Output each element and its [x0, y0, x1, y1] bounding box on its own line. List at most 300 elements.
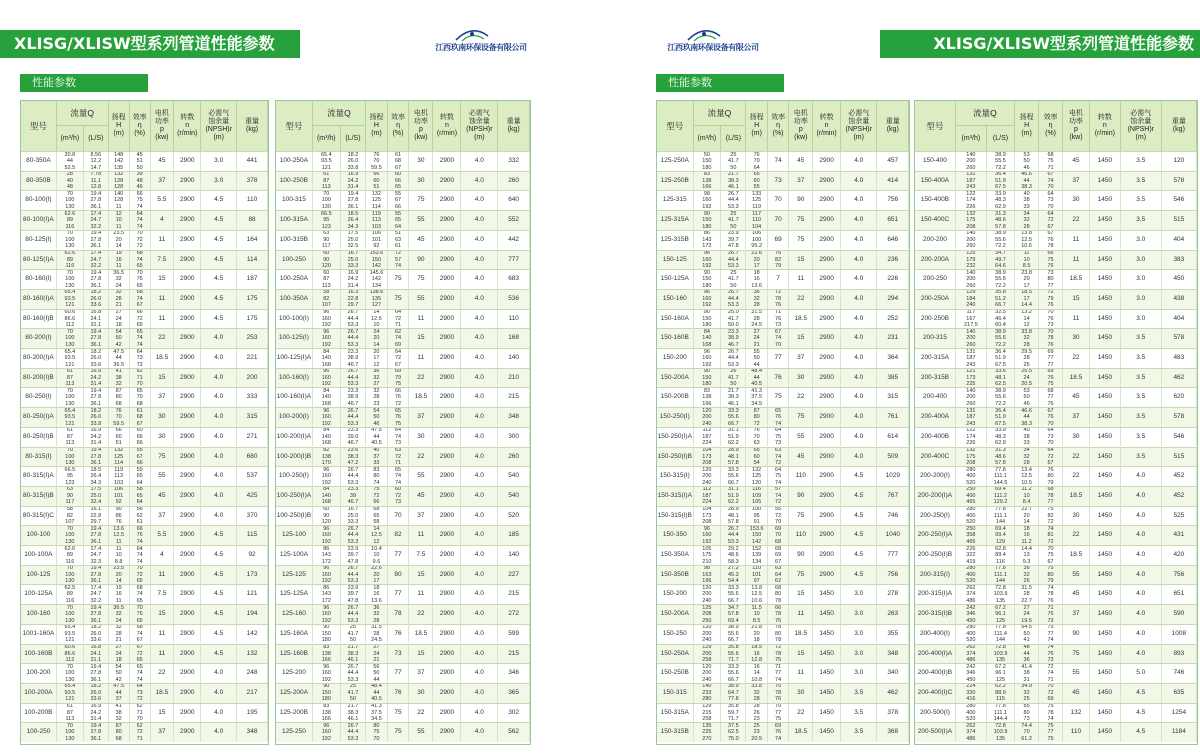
table-row: [657, 171, 909, 191]
table-row: [915, 584, 1197, 604]
model-cell: 100-250A: [276, 152, 313, 171]
power-cell: 45: [409, 231, 433, 250]
eff-cell: 64 74 74: [130, 211, 151, 230]
npsh-cell: 4.0: [201, 408, 237, 427]
table-row: [276, 190, 530, 210]
flow-ls-cell: 16.7 25.0 33.3: [341, 507, 366, 526]
power-cell: 15: [789, 251, 813, 270]
npsh-cell: 4.0: [461, 664, 498, 683]
speed-cell: 1450: [813, 645, 841, 664]
eff-cell: 74 76 73: [1039, 645, 1063, 664]
table-row: [21, 368, 268, 388]
table-row: [276, 269, 530, 289]
model-cell: 80-350B: [21, 172, 57, 191]
power-cell: 11: [151, 310, 174, 329]
npsh-cell: 4.0: [461, 704, 498, 723]
weight-cell: 515: [1162, 448, 1197, 467]
npsh-cell: 4.0: [841, 349, 878, 368]
eff-cell: 69 77 77: [1039, 349, 1063, 368]
flow-m3h-cell: 104 173 208: [694, 507, 722, 526]
section-tab: 性能参数: [656, 74, 784, 92]
speed-cell: 2900: [433, 231, 461, 250]
eff-cell: 69 70 68: [768, 526, 789, 545]
model-cell: 80-200(I)A: [21, 349, 57, 368]
flow-ls-cell: 21.7 38.3 46.1: [341, 704, 366, 723]
npsh-cell: 4.5: [201, 546, 237, 565]
flow-ls-cell: 26.7 44.4 53.3: [341, 310, 366, 329]
flow-m3h-cell: 84 140 168: [313, 388, 341, 407]
head-cell: 36 32 27: [366, 369, 388, 388]
head-cell: 76 70 64: [746, 152, 767, 171]
header-flow: 流量Q: [57, 101, 109, 126]
weight-cell: 462: [878, 684, 910, 703]
table-row: [915, 466, 1197, 486]
flow-ls-cell: 21.7 38.3 46.1: [341, 645, 366, 664]
head-cell: 47.5 44 36.5: [109, 349, 130, 368]
eff-cell: 68 74 65: [130, 585, 151, 604]
flow-m3h-cell: 60.6 86.6 112: [57, 310, 84, 329]
flow-m3h-cell: 98 160 192: [694, 191, 722, 210]
flow-ls-cell: 19.4 27.8 36.1: [84, 191, 109, 210]
eff-cell: 74 78 76: [1039, 585, 1063, 604]
eff-cell: 70: [768, 191, 789, 210]
header-head: 扬程 H (m): [366, 101, 388, 151]
npsh-cell: 4.0: [201, 664, 237, 683]
head-cell: 31.5 28 22.7: [1015, 585, 1039, 604]
eff-cell: 69 76 74: [768, 723, 789, 742]
npsh-cell: 4.0: [461, 172, 498, 191]
model-cell: 150-125A: [657, 270, 694, 289]
flow-m3h-cell: 63 90 117: [313, 231, 341, 250]
flow-m3h-cell: 125 179 232: [956, 251, 987, 270]
model-cell: 80-160(I)A: [21, 290, 57, 309]
model-cell: 150-250(I)A: [657, 428, 694, 447]
npsh-cell: 4.0: [201, 388, 237, 407]
head-cell: 11.5 10 8.5: [746, 605, 767, 624]
model-cell: 80-100(I)A: [21, 211, 57, 230]
power-cell: 4: [151, 546, 174, 565]
weight-cell: 462: [1162, 369, 1197, 388]
head-cell: 36.5 32 24: [109, 605, 130, 624]
table-row: [21, 171, 268, 191]
flow-ls-cell: 16.3 22.8 29.7: [341, 290, 366, 309]
model-cell: 125-200A: [276, 684, 313, 703]
table-row: [21, 506, 268, 526]
eff-cell: 56 62 61: [130, 507, 151, 526]
head-cell: 22.6 20 17: [746, 251, 767, 270]
eff-cell: 72 57 74: [388, 251, 410, 270]
head-cell: 46.6 44 38.3: [1015, 408, 1039, 427]
power-cell: 15: [789, 645, 813, 664]
eff-cell: 76: [388, 684, 410, 703]
weight-cell: 893: [1162, 645, 1197, 664]
power-cell: 18.5: [789, 723, 813, 742]
weight-cell: 221: [237, 349, 268, 368]
eff-cell: 63 72 71: [388, 448, 410, 467]
model-cell: 200-500(I)A: [915, 723, 956, 742]
header-eff: 效率 η (%): [768, 101, 789, 151]
flow-m3h-cell: 280 400 520: [956, 467, 987, 486]
model-cell: 200-200(I): [915, 467, 956, 486]
weight-cell: 333: [237, 388, 268, 407]
npsh-cell: 4.0: [461, 723, 498, 742]
power-cell: 90: [789, 191, 813, 210]
model-cell: 100-200A: [21, 684, 57, 703]
speed-cell: 1450: [813, 625, 841, 644]
npsh-cell: 4.0: [1121, 507, 1162, 526]
model-cell: 100-250: [21, 723, 57, 742]
power-cell: 11: [789, 605, 813, 624]
weight-cell: 441: [237, 152, 268, 171]
table-row: [915, 447, 1197, 467]
power-cell: 75: [789, 408, 813, 427]
head-cell: 116 109 105: [746, 487, 767, 506]
model-cell: 80-315(I)C: [21, 507, 57, 526]
weight-cell: 140: [498, 546, 530, 565]
power-cell: 110: [789, 526, 813, 545]
model-cell: 200-250B: [915, 310, 956, 329]
table-row: [915, 230, 1197, 250]
weight-cell: 217: [237, 684, 268, 703]
weight-cell: 756: [1162, 566, 1197, 585]
model-cell: 150-160B: [657, 329, 694, 348]
model-cell: 125-160: [276, 605, 313, 624]
model-cell: 100-100(I): [276, 310, 313, 329]
flow-ls-cell: 26.7 44.4 53.3: [341, 408, 366, 427]
speed-cell: 2900: [433, 526, 461, 545]
head-cell: 36 32 26: [1015, 566, 1039, 585]
weight-cell: 253: [237, 329, 268, 348]
table-row: [21, 348, 268, 368]
power-cell: 45: [1063, 152, 1090, 171]
table-row: [276, 486, 530, 506]
weight-cell: 452: [1162, 467, 1197, 486]
npsh-cell: 3.0: [841, 625, 878, 644]
head-cell: 106 100 95.2: [746, 231, 767, 250]
weight-cell: 140: [498, 349, 530, 368]
flow-ls-cell: 34.7 49.7 64.6: [987, 251, 1015, 270]
head-cell: 75 72 66: [366, 487, 388, 506]
npsh-cell: 4.5: [201, 290, 237, 309]
npsh-cell: 4.0: [461, 526, 498, 545]
eff-cell: 69 79 75: [388, 369, 410, 388]
model-cell: 200-400(I)B: [915, 664, 956, 683]
weight-cell: 404: [1162, 231, 1197, 250]
power-cell: 37: [789, 172, 813, 191]
speed-cell: 2900: [174, 408, 201, 427]
speed-cell: 2900: [813, 310, 841, 329]
model-cell: 125-315B: [657, 231, 694, 250]
eff-cell: 67 74 70: [768, 329, 789, 348]
head-cell: 31.5 28 24.5: [746, 310, 767, 329]
flow-m3h-cell: 65.4 93.5 121: [57, 349, 84, 368]
eff-cell: 71 76 73: [1039, 605, 1063, 624]
flow-m3h-cell: 112 187 224: [694, 487, 722, 506]
flow-ls-cell: 67.2 96.1 125: [987, 664, 1015, 683]
flow-m3h-cell: 62.6 89 116: [57, 251, 84, 270]
speed-cell: 2900: [813, 487, 841, 506]
flow-ls-cell: 18.2 26.0 33.6: [84, 349, 109, 368]
page-title: XLISG/XLISW型系列管道性能参数: [880, 30, 1200, 58]
weight-cell: 1040: [878, 526, 910, 545]
speed-cell: 2900: [174, 704, 201, 723]
head-cell: 76 70 59.5: [366, 152, 388, 171]
flow-m3h-cell: 96 160 192: [694, 526, 722, 545]
npsh-cell: 4.0: [1121, 546, 1162, 565]
model-cell: 150-350B: [657, 566, 694, 585]
eff-cell: 75 82 72: [1039, 507, 1063, 526]
table-row: [21, 624, 268, 644]
weight-cell: 348: [237, 723, 268, 742]
flow-ls-cell: 23.3 38.9 46.7: [341, 349, 366, 368]
eff-cell: 70 76 73: [1039, 310, 1063, 329]
flow-m3h-cell: 122 174 226: [956, 428, 987, 447]
head-cell: 20 17 12: [366, 349, 388, 368]
npsh-cell: 3.0: [841, 664, 878, 683]
npsh-cell: 3.5: [1121, 349, 1162, 368]
flow-m3h-cell: 129 200 258: [694, 645, 722, 664]
header-model: 型号: [276, 101, 313, 151]
flow-m3h-cell: 131 187 243: [956, 172, 987, 191]
npsh-cell: 4.5: [201, 251, 237, 270]
npsh-cell: 4.0: [201, 507, 237, 526]
eff-cell: 64 72 67: [1039, 211, 1063, 230]
flow-m3h-cell: 61 87 113: [57, 704, 84, 723]
power-cell: 15: [789, 329, 813, 348]
page-title: XLISG/XLISW型系列管道性能参数: [0, 30, 300, 58]
power-cell: 11: [151, 566, 174, 585]
weight-cell: 175: [237, 290, 268, 309]
head-cell: 18.5 17 14.4: [1015, 290, 1039, 309]
flow-m3h-cell: 131 187 243: [956, 408, 987, 427]
flow-ls-cell: 16.9 24.2 31.4: [84, 369, 109, 388]
npsh-cell: 4.0: [461, 566, 498, 585]
eff-cell: 65 74 74: [130, 329, 151, 348]
table-row: [657, 584, 909, 604]
eff-cell: 75: [388, 290, 410, 309]
eff-cell: 68 75 71: [1039, 152, 1063, 171]
model-cell: 100-160: [21, 605, 57, 624]
head-cell: 40 38 33: [1015, 191, 1039, 210]
flow-ls-cell: 35.8 51.2 66.7: [987, 290, 1015, 309]
weight-cell: 590: [1162, 605, 1197, 624]
flow-m3h-cell: 84 140 168: [313, 349, 341, 368]
power-cell: 15: [151, 605, 174, 624]
model-cell: 150-315(I)B: [657, 507, 694, 526]
head-cell: 22.7 20 14: [1015, 507, 1039, 526]
npsh-cell: 3.5: [1121, 152, 1162, 171]
flow-m3h-cell: 129 215 258: [694, 704, 722, 723]
flow-m3h-cell: 90 150 180: [313, 684, 341, 703]
model-cell: 150-400A: [915, 172, 956, 191]
weight-cell: 340: [878, 664, 910, 683]
model-cell: 125-160B: [276, 645, 313, 664]
npsh-cell: 4.0: [1121, 566, 1162, 585]
model-cell: 80-160(I)B: [21, 310, 57, 329]
model-cell: 200-315: [915, 329, 956, 348]
power-cell: 15: [151, 704, 174, 723]
power-cell: 22: [409, 605, 433, 624]
model-cell: 125-250: [276, 723, 313, 742]
npsh-cell: 4.0: [461, 585, 498, 604]
npsh-cell: 4.5: [841, 487, 878, 506]
eff-cell: 73: [388, 645, 410, 664]
company-logo: [422, 27, 540, 59]
power-cell: 90: [789, 546, 813, 565]
eff-cell: 70 77 75: [768, 704, 789, 723]
flow-m3h-cell: 90 150 180: [694, 211, 722, 230]
head-cell: 145.6 142 134: [366, 270, 388, 289]
head-cell: 13.2 14 12: [1015, 310, 1039, 329]
flow-m3h-cell: 105 175 210: [694, 546, 722, 565]
flow-ls-cell: 18.2 26.0 33.6: [84, 290, 109, 309]
model-cell: 150-200B: [657, 388, 694, 407]
flow-m3h-cell: 61 87 113: [57, 369, 84, 388]
power-cell: 75: [789, 211, 813, 230]
npsh-cell: 4.0: [461, 388, 498, 407]
weight-cell: 92: [237, 546, 268, 565]
npsh-cell: 4.0: [461, 408, 498, 427]
model-cell: 200-250(I)A: [915, 526, 956, 545]
eff-cell: 51 63 61: [388, 231, 410, 250]
header-weight: 重量 (kg): [498, 101, 530, 151]
weight-cell: 540: [498, 487, 530, 506]
weight-cell: 680: [237, 448, 268, 467]
flow-m3h-cell: 262 374 486: [956, 723, 987, 742]
weight-cell: 315: [878, 388, 910, 407]
table-row: [915, 309, 1197, 329]
weight-cell: 114: [237, 251, 268, 270]
eff-cell: 77: [388, 546, 410, 565]
table-row: [276, 506, 530, 526]
npsh-cell: 4.0: [201, 369, 237, 388]
flow-ls-cell: 21.7 38.3 46.1: [721, 388, 746, 407]
npsh-cell: 4.5: [201, 211, 237, 230]
head-cell: 66 60 51: [366, 172, 388, 191]
power-cell: 90: [409, 251, 433, 270]
eff-cell: 72 78 76: [768, 290, 789, 309]
eff-cell: 60 66 66: [130, 428, 151, 447]
head-cell: 34.9 32 25: [1015, 684, 1039, 703]
flow-m3h-cell: 262 374 486: [956, 585, 987, 604]
eff-cell: 64 75 74: [768, 467, 789, 486]
npsh-cell: 3.5: [1121, 408, 1162, 427]
table-row: [915, 407, 1197, 427]
table-row: [657, 230, 909, 250]
header-speed: 转数 n (r/min): [1090, 101, 1121, 151]
table-row: [915, 171, 1197, 191]
weight-cell: 252: [878, 310, 910, 329]
speed-cell: 2900: [174, 329, 201, 348]
flow-ls-cell: 26.7 44.4 53.3: [721, 251, 746, 270]
table-row: [657, 387, 909, 407]
flow-ls-cell: 33.3 55.6 66.7: [721, 408, 746, 427]
speed-cell: 2900: [433, 349, 461, 368]
eff-cell: 70 72 72: [130, 231, 151, 250]
flow-m3h-cell: 120 200 240: [694, 625, 722, 644]
speed-cell: 1450: [1090, 349, 1121, 368]
table-row: [915, 722, 1197, 742]
flow-m3h-cell: 96 160 192: [313, 408, 341, 427]
eff-cell: 66 78 76: [768, 605, 789, 624]
speed-cell: 2900: [813, 388, 841, 407]
weight-cell: 346: [498, 664, 530, 683]
npsh-cell: 4.5: [201, 231, 237, 250]
weight-cell: 195: [237, 704, 268, 723]
flow-m3h-cell: 70 100 130: [57, 526, 84, 545]
power-cell: 18.5: [789, 310, 813, 329]
head-cell: 53 50 46: [1015, 152, 1039, 171]
speed-cell: 1450: [813, 723, 841, 742]
speed-cell: 2900: [174, 349, 201, 368]
power-cell: 15: [151, 369, 174, 388]
weight-cell: 260: [498, 172, 530, 191]
table-row: [276, 663, 530, 683]
table-row: [915, 683, 1197, 703]
head-cell: 47.5 44 37: [109, 684, 130, 703]
power-cell: 45: [151, 487, 174, 506]
speed-cell: 2900: [174, 251, 201, 270]
npsh-cell: 4.0: [461, 270, 498, 289]
eff-cell: 76 82 79: [768, 251, 789, 270]
flow-m3h-cell: 120 200 240: [694, 467, 722, 486]
weight-cell: 756: [878, 566, 910, 585]
flow-ls-cell: 19.4 27.8 36.1: [84, 605, 109, 624]
flow-ls-cell: 77.8 111.4 144: [987, 625, 1015, 644]
model-cell: 125-125: [276, 566, 313, 585]
speed-cell: 2900: [433, 211, 461, 230]
table-row: [21, 683, 268, 703]
flow-m3h-cell: 60 90 120: [313, 507, 341, 526]
flow-m3h-cell: 86 143 172: [313, 546, 341, 565]
speed-cell: 2900: [813, 467, 841, 486]
flow-m3h-cell: 83 138 166: [694, 172, 722, 191]
header-npsh: 必需气 蚀余量 (NPSH)r (m): [841, 101, 878, 151]
weight-cell: 226: [878, 270, 910, 289]
flow-ls-cell: 26.7 44.4 53.3: [341, 566, 366, 585]
model-cell: 200-250(I)B: [915, 546, 956, 565]
power-cell: 55: [409, 467, 433, 486]
head-cell: 54 50 42: [109, 664, 130, 683]
flow-m3h-cell: 98 163 196: [694, 566, 722, 585]
flow-m3h-cell: 60.6 86.6 112: [57, 645, 84, 664]
flow-m3h-cell: 70 100 130: [57, 448, 84, 467]
speed-cell: 2900: [813, 191, 841, 210]
model-cell: 100-250: [276, 251, 313, 270]
head-cell: 23.8 20 17: [1015, 270, 1039, 289]
npsh-cell: 4.5: [841, 566, 878, 585]
flow-m3h-cell: 50 150 180: [694, 152, 722, 171]
table-row: [657, 663, 909, 683]
flow-m3h-cell: 226 322 419: [956, 546, 987, 565]
flow-ls-cell: 19.4 27.8 36.1: [341, 191, 366, 210]
npsh-cell: 4.0: [841, 329, 878, 348]
speed-cell: 2900: [433, 388, 461, 407]
flow-ls-cell: 17.4 24.7 32.2: [84, 585, 109, 604]
model-cell: 100-125A: [21, 585, 57, 604]
flow-m3h-cell: 96 160 192: [694, 349, 722, 368]
table-row: [276, 447, 530, 467]
power-cell: 75: [409, 191, 433, 210]
weight-cell: 646: [878, 231, 910, 250]
flow-m3h-cell: 62.6 89 116: [57, 211, 84, 230]
eff-cell: 76: [768, 369, 789, 388]
npsh-cell: 3.5: [1121, 172, 1162, 191]
model-cell: 80-200(I): [21, 329, 57, 348]
flow-m3h-cell: 62.5 89 116: [57, 585, 84, 604]
power-cell: 75: [789, 566, 813, 585]
flow-m3h-cell: 112 187 224: [694, 428, 722, 447]
